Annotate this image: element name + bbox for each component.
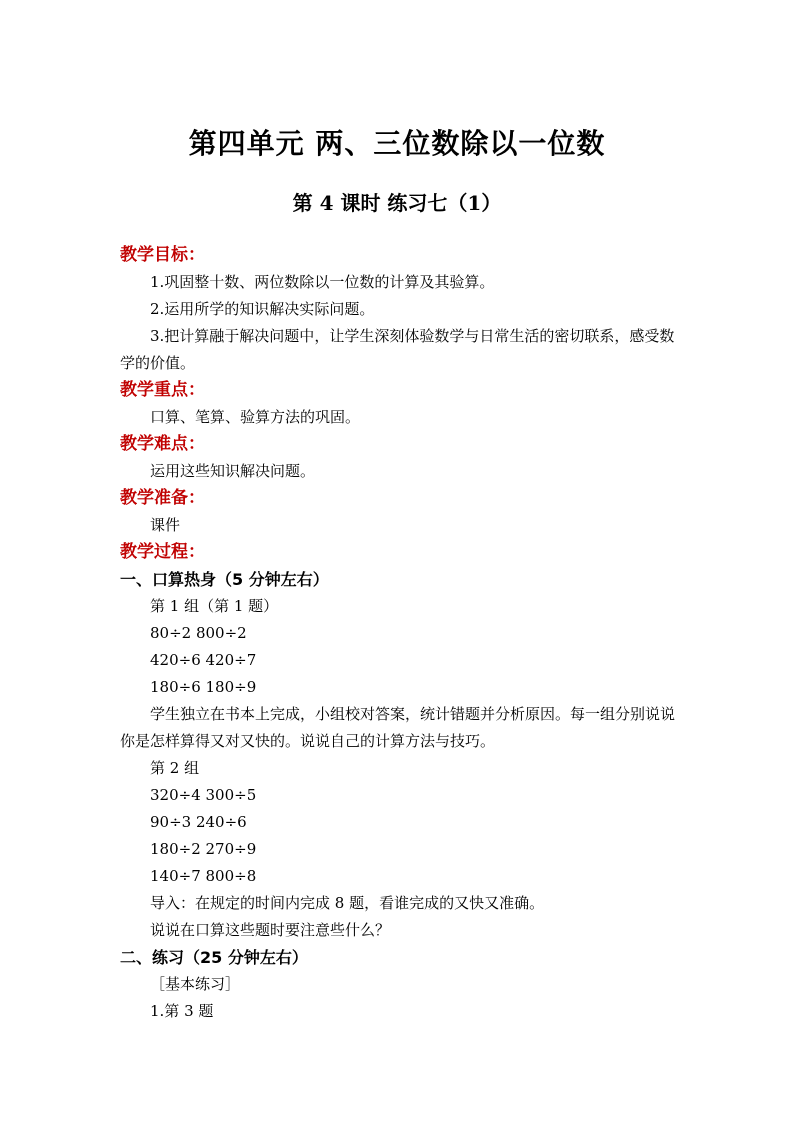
section1-heading: 一、口算热身（5 分钟左右） (120, 570, 329, 589)
preparation-text: 课件 (150, 516, 181, 534)
preparation-heading: 教学准备： (120, 488, 205, 508)
difficulty-heading: 教学难点： (120, 434, 205, 454)
document-title: 第四单元 两、三位数除以一位数 (188, 127, 606, 160)
group1-item-2: 420÷6 420÷7 (150, 651, 257, 669)
group1-note: 学生独立在书本上完成，小组校对答案，统计错题并分析原因。每一组分别说说你是怎样算得又对又快的。说说自己的计算方法与技巧。 (120, 705, 676, 750)
group2-label: 第 2 组 (150, 759, 200, 777)
group1-item-3: 180÷6 180÷9 (150, 678, 257, 696)
group1-label: 第 1 组（第 1 题） (150, 597, 279, 615)
section2-heading: 二、练习（25 分钟左右） (120, 948, 308, 967)
group2-item-4: 140÷7 800÷8 (150, 867, 257, 885)
process-heading: 教学过程： (120, 542, 205, 562)
document-body (120, 242, 680, 1025)
group1-item-1: 80÷2 800÷2 (150, 624, 247, 642)
goal-item-1: 1.巩固整十数、两位数除以一位数的计算及其验算。 (150, 273, 495, 291)
group2-item-3: 180÷2 270÷9 (150, 840, 257, 858)
difficulty-text: 运用这些知识解决问题。 (150, 462, 316, 480)
group2-item-1: 320÷4 300÷5 (150, 786, 257, 804)
practice-item-1: 1.第 3 题 (150, 1002, 214, 1020)
basic-practice-label: ［基本练习］ (150, 975, 241, 993)
goals-heading: 教学目标： (120, 245, 205, 265)
intro-text: 导入：在规定的时间内完成 8 题，看谁完成的又快又准确。 (150, 894, 545, 912)
question-text: 说说在口算这些题时要注意些什么？ (150, 921, 391, 939)
goal-item-2: 2.运用所学的知识解决实际问题。 (150, 300, 375, 318)
goal-item-3: 3.把计算融于解决问题中，让学生深刻体验数学与日常生活的密切联系，感受数学的价值。 (120, 327, 675, 372)
key-points-heading: 教学重点： (120, 380, 205, 400)
lesson-subtitle: 第 4 课时 练习七（1） (292, 191, 502, 215)
group2-item-2: 90÷3 240÷6 (150, 813, 247, 831)
key-points-text: 口算、笔算、验算方法的巩固。 (150, 408, 361, 426)
